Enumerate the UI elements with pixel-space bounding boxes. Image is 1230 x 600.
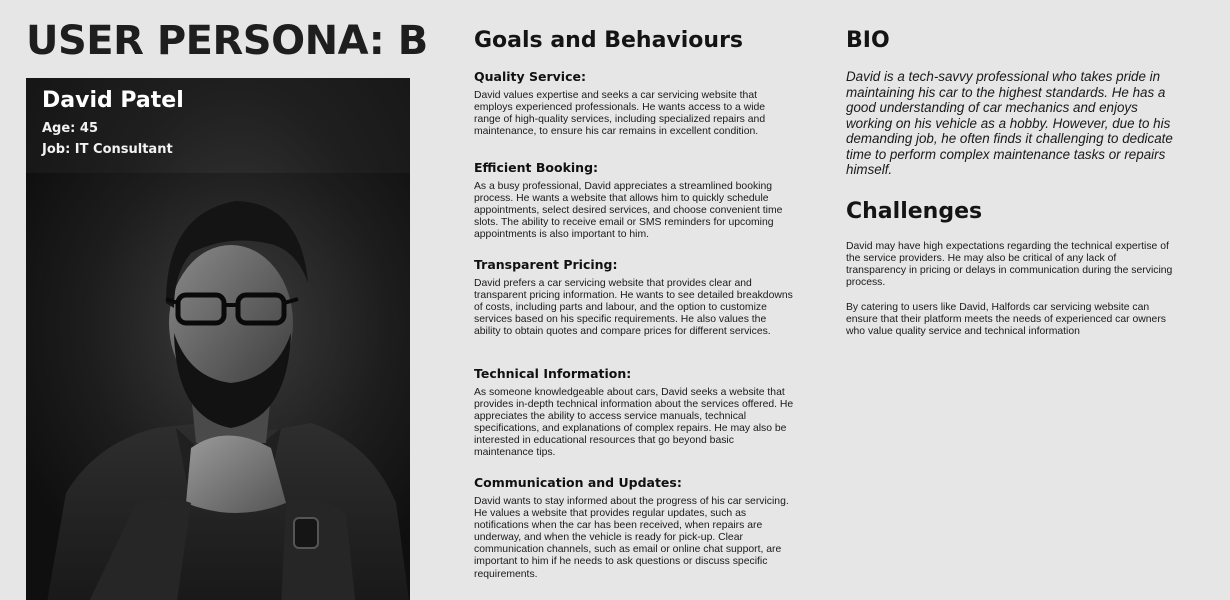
persona-card	[26, 78, 410, 600]
goal-title: Transparent Pricing:	[474, 257, 618, 272]
goal-body: As someone knowledgeable about cars, David seeks a website that provides in-depth technical information about the services offered. He appreciates the ability to access service manuals, technical specifications, and explanations of complex repairs. He may also be interested in educational resources that go beyond basic maintenance tips.	[474, 387, 794, 459]
goal-title: Technical Information:	[474, 366, 632, 381]
persona-job: Job: IT Consultant	[42, 142, 173, 157]
bio-heading: BIO	[846, 28, 890, 53]
challenge-paragraph: By catering to users like David, Halfords car servicing website can ensure that their platform meets the needs of experienced car owners who value quality service and technical information	[846, 302, 1166, 338]
persona-portrait	[26, 173, 410, 600]
goal-technical-information	[474, 366, 794, 460]
goal-body: As a busy professional, David appreciates a streamlined booking process. He wants a website that allows him to quickly schedule appointments, select desired services, and choose convenient time slots. The ability to receive email or SMS reminders for upcoming appointments is also important to him.	[474, 181, 783, 241]
persona-age: Age: 45	[42, 121, 98, 136]
goal-title: Quality Service:	[474, 69, 586, 84]
goal-body: David wants to stay informed about the progress of his car servicing. He values a website that provides regular updates, such as notifications when the car has been received, when repairs are underway, and when the vehicle is ready for pick-up. Clear communication channels, such as email or online chat support, are important to him if he needs to ask questions or discuss specific requirements.	[474, 496, 789, 580]
goals-heading: Goals and Behaviours	[474, 28, 744, 53]
page-title: USER PERSONA: B	[26, 18, 428, 64]
challenges-heading: Challenges	[846, 199, 983, 224]
goal-communication-updates	[474, 475, 794, 581]
challenge-paragraph: David may have high expectations regarding the technical expertise of the service providers. He may also be critical of any lack of transparency in pricing or delays in communication during the servicing process.	[846, 241, 1173, 289]
persona-name: David Patel	[42, 88, 184, 113]
goal-title: Communication and Updates:	[474, 475, 682, 490]
goal-body: David prefers a car servicing website that provides clear and transparent pricing information. He wants to see detailed breakdowns of costs, including parts and labour, and the option to customize services based on his specific requirements. He also values the ability to obtain quotes and compare prices for different services.	[474, 278, 793, 338]
goal-body: David values expertise and seeks a car servicing website that employs experienced professionals. He wants access to a wide range of high-quality services, including specialized repairs and maintenance, to ensure his car remains in excellent condition.	[474, 90, 766, 138]
goal-efficient-booking	[474, 160, 794, 241]
goal-transparent-pricing	[474, 257, 794, 338]
bio-text: David is a tech-savvy professional who takes pride in maintaining his car to the highest standards. He has a good understanding of car mechanics and enjoys working on his vehicle as a hobby. However, due to his demanding job, he often finds it challenging to dedicate time to perform complex maintenance tasks or repairs himself.	[846, 69, 1173, 177]
goal-quality-service	[474, 69, 794, 138]
goal-title: Efficient Booking:	[474, 160, 599, 175]
